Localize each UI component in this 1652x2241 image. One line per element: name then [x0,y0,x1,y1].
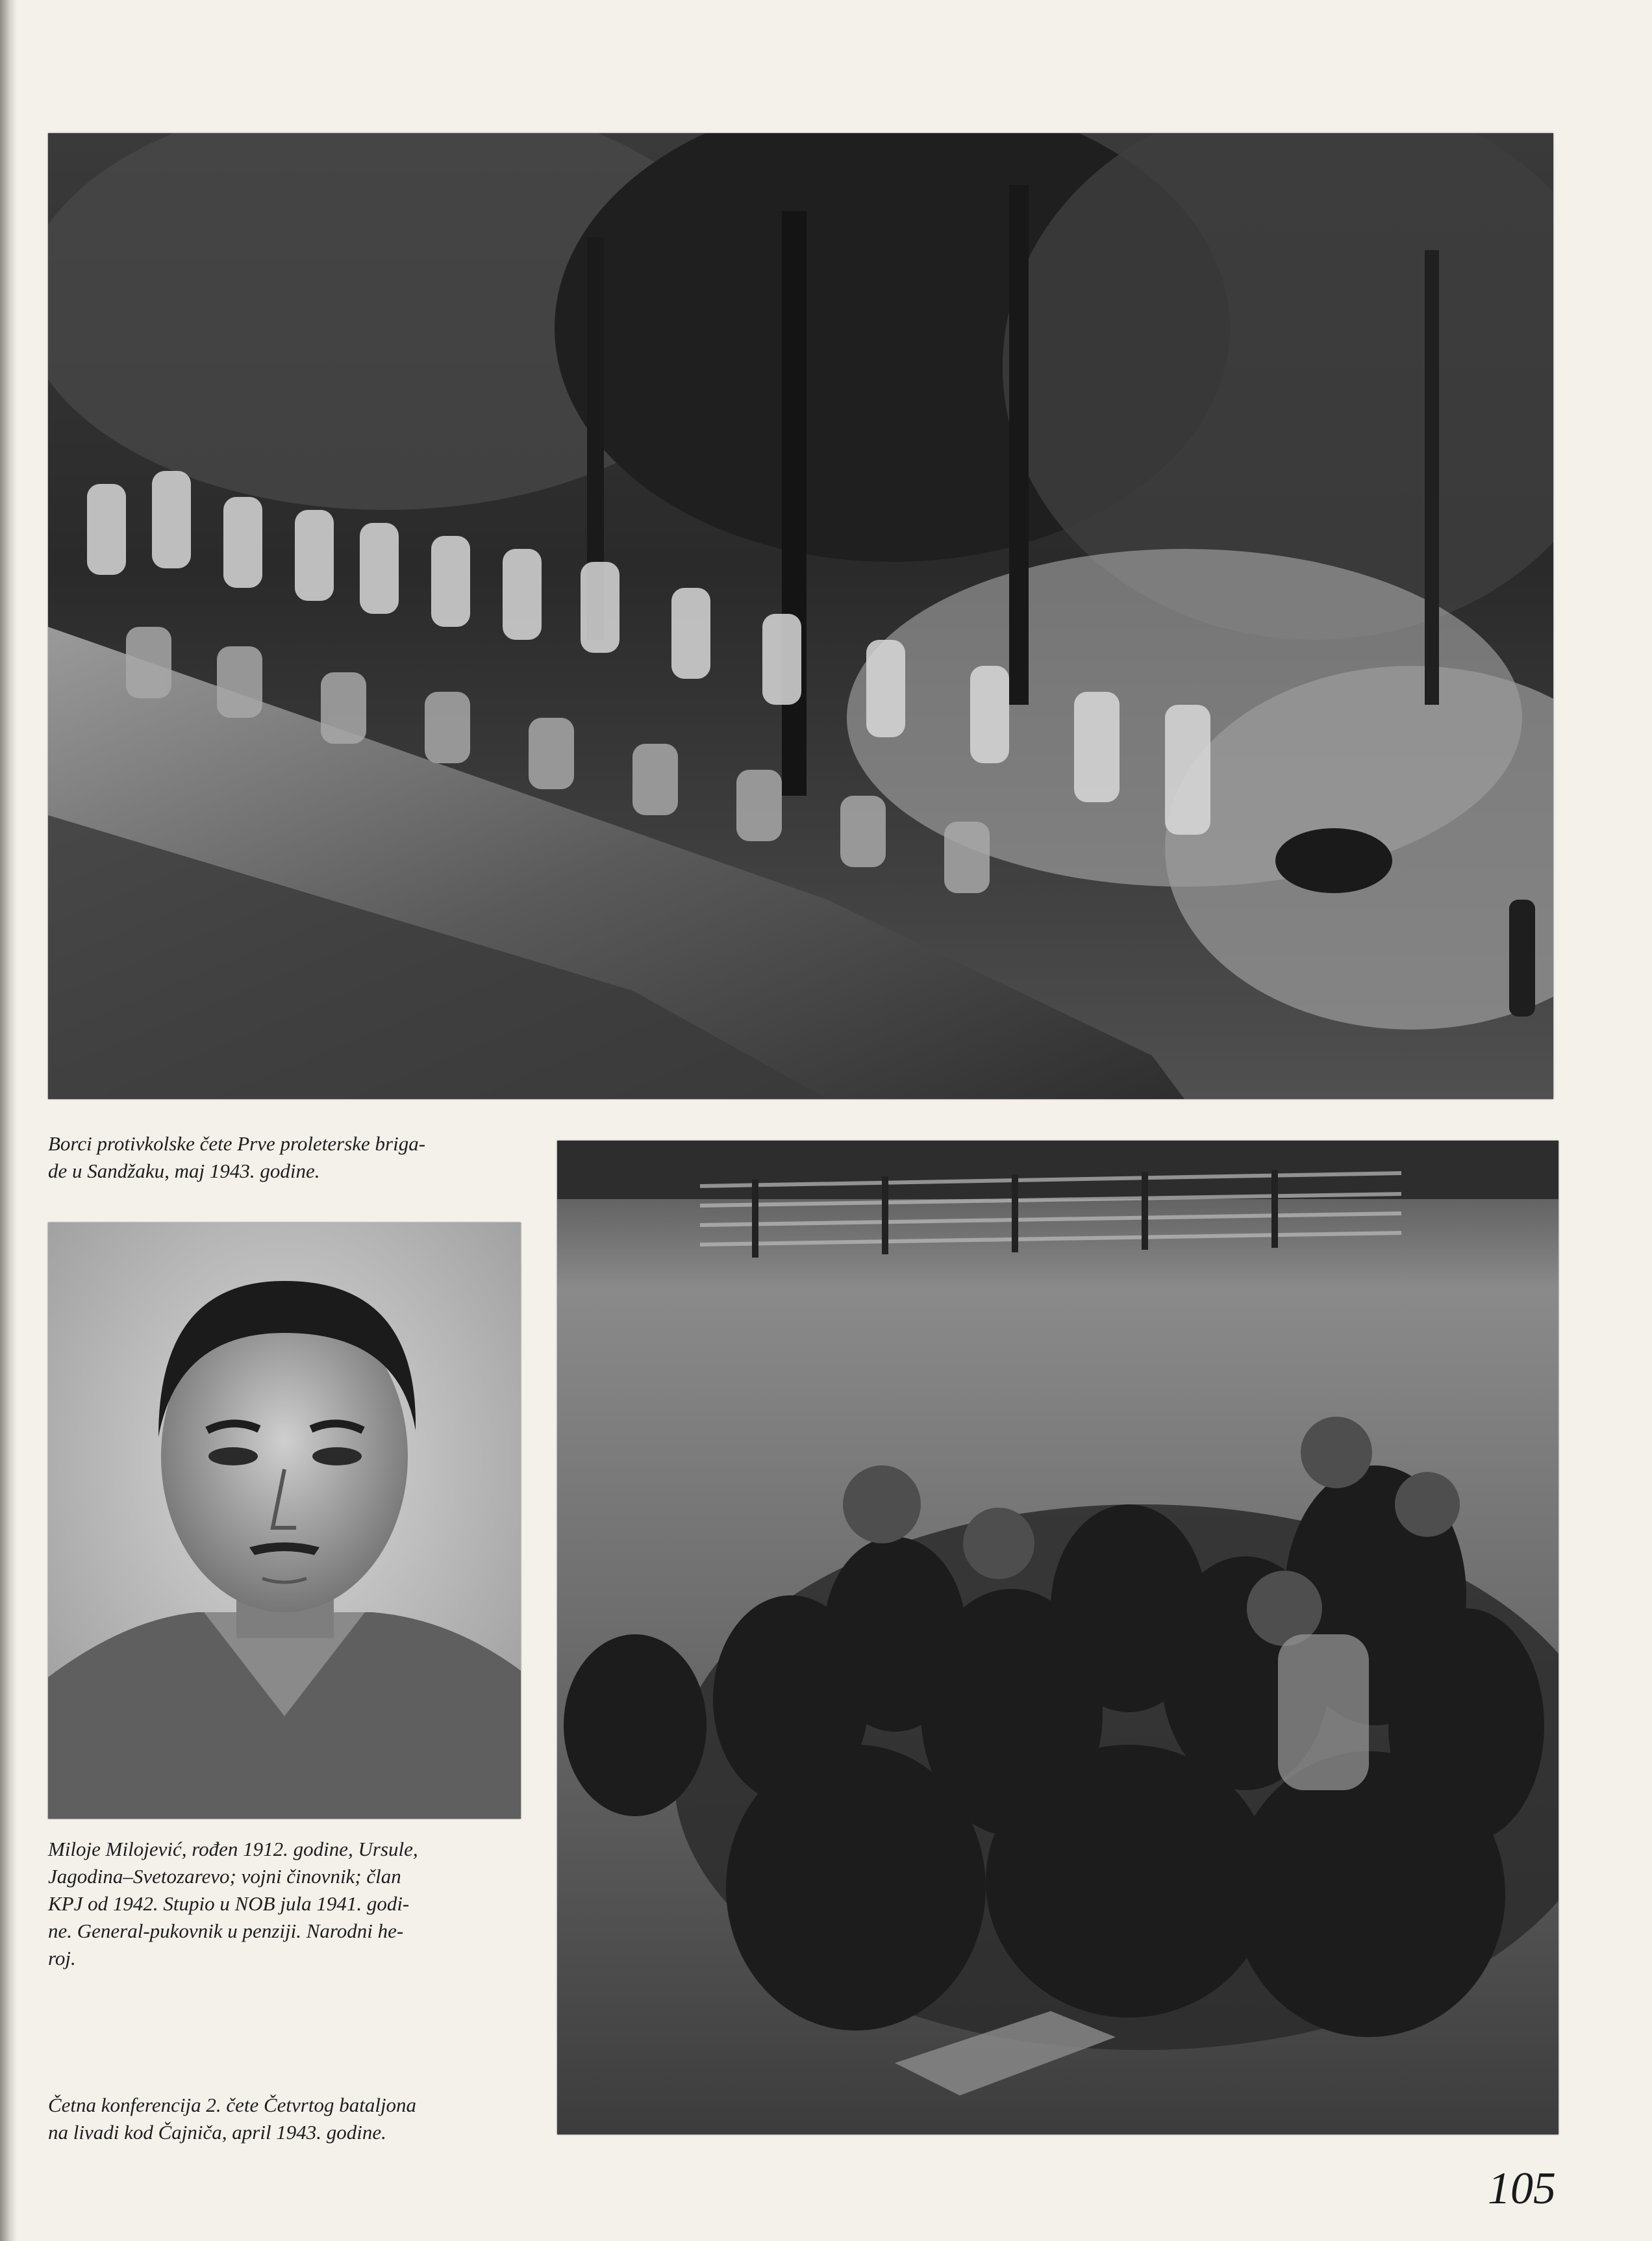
photo-fighters-forest-image [48,133,1553,1099]
photo-fighters-forest [48,133,1553,1099]
caption-line: ne. General-pukovnik u penziji. Narodni he- [48,1919,404,1942]
caption-line: roj. [48,1947,76,1969]
caption-line: Jagodina–Svetozarevo; vojni činovnik; član [48,1865,401,1888]
caption-meadow-conference [48,2092,542,2146]
book-spine-shadow [0,0,17,2241]
caption-portrait [48,1836,522,1972]
photo-meadow-conference [557,1141,1558,2134]
caption-fighters-forest [48,1130,522,1185]
caption-line: na livadi kod Čajniča, april 1943. godine. [48,2121,386,2144]
photo-portrait-image [48,1222,521,1819]
caption-line: Četna konferencija 2. čete Četvrtog bataljona [48,2094,417,2116]
caption-line: de u Sandžaku, maj 1943. godine. [48,1159,320,1182]
photo-meadow-conference-image [557,1141,1558,2134]
caption-line: KPJ od 1942. Stupio u NOB jula 1941. godi- [48,1892,410,1915]
caption-line: Miloje Milojević, rođen 1912. godine, Ursule, [48,1838,418,1860]
photo-portrait [48,1222,521,1819]
page-number: 105 [1488,2164,1556,2214]
caption-line: Borci protivkolske čete Prve proleterske briga- [48,1132,426,1155]
